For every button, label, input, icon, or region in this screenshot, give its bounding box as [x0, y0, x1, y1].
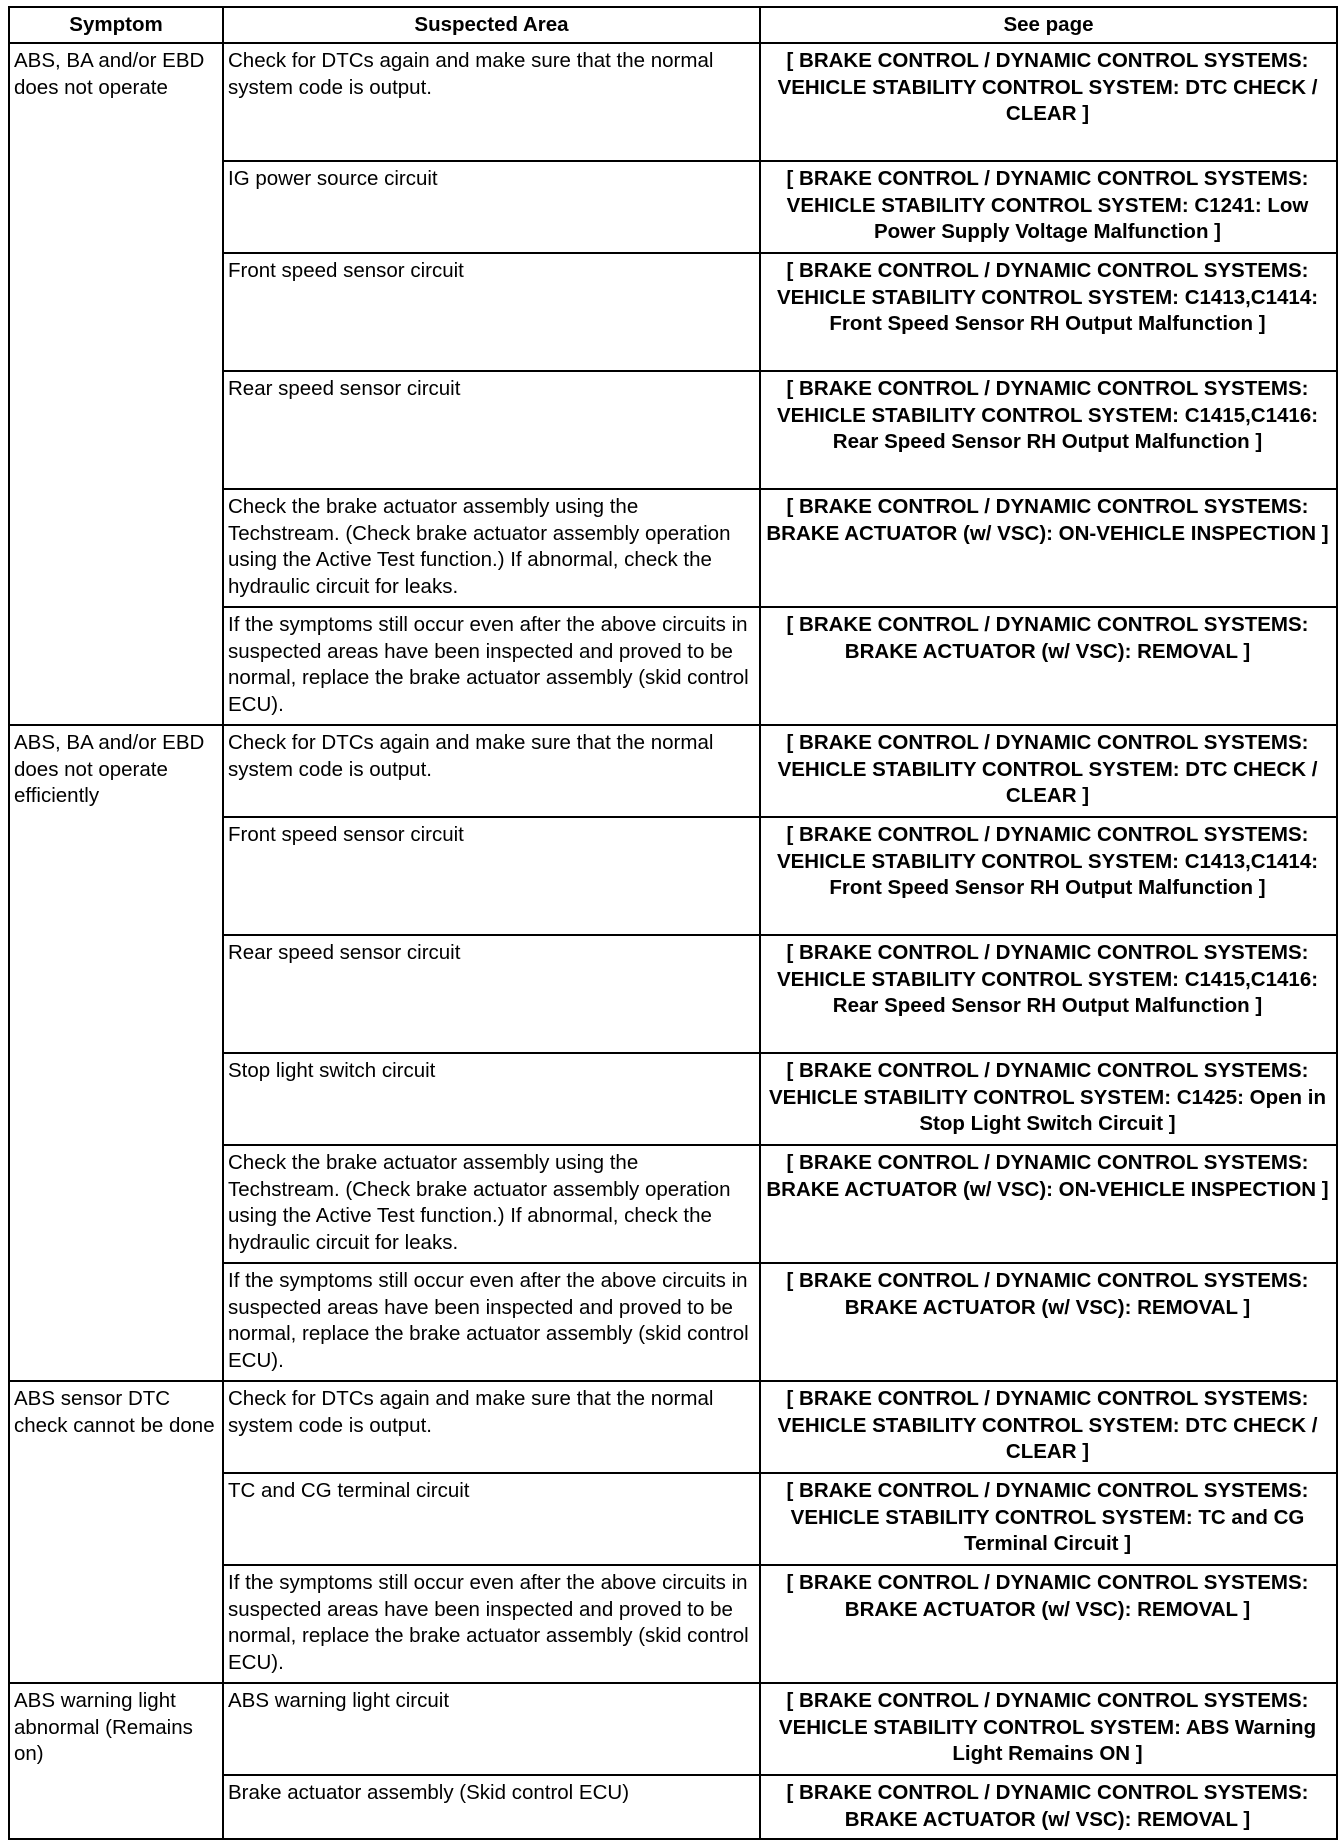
document-page [8, 6, 1336, 1840]
table-header-row [9, 7, 1337, 43]
suspected-area-cell: Rear speed sensor circuit [223, 371, 760, 489]
see-page-cell: [ BRAKE CONTROL / DYNAMIC CONTROL SYSTEMS: BRAKE ACTUATOR (w/ VSC): ON-VEHICLE INSPECTION ] [760, 1145, 1337, 1263]
suspected-area-cell: Check the brake actuator assembly using the Techstream. (Check brake actuator assembly operation using the Active Test function.) If abnormal, check the hydraulic circuit for leaks. [223, 489, 760, 607]
see-page-cell: [ BRAKE CONTROL / DYNAMIC CONTROL SYSTEMS: VEHICLE STABILITY CONTROL SYSTEM: TC and CG Terminal Circuit ] [760, 1473, 1337, 1565]
header-see-page: See page [760, 7, 1337, 43]
suspected-area-cell: IG power source circuit [223, 161, 760, 253]
see-page-cell: [ BRAKE CONTROL / DYNAMIC CONTROL SYSTEMS: VEHICLE STABILITY CONTROL SYSTEM: C1413,C1414: Front Speed Sensor RH Output Malfunction ] [760, 817, 1337, 935]
see-page-cell: [ BRAKE CONTROL / DYNAMIC CONTROL SYSTEMS: BRAKE ACTUATOR (w/ VSC): REMOVAL ] [760, 607, 1337, 725]
table-row [9, 1683, 1337, 1775]
symptom-cell: ABS warning light abnormal (Remains on) [9, 1683, 223, 1839]
header-suspected-area: Suspected Area [223, 7, 760, 43]
see-page-cell: [ BRAKE CONTROL / DYNAMIC CONTROL SYSTEMS: VEHICLE STABILITY CONTROL SYSTEM: C1415,C1416: Rear Speed Sensor RH Output Malfunction ] [760, 935, 1337, 1053]
symptom-cell: ABS, BA and/or EBD does not operate efficiently [9, 725, 223, 1381]
suspected-area-cell: ABS warning light circuit [223, 1683, 760, 1775]
suspected-area-cell: If the symptoms still occur even after the above circuits in suspected areas have been inspected and proved to be normal, replace the brake actuator assembly (skid control ECU). [223, 607, 760, 725]
see-page-cell: [ BRAKE CONTROL / DYNAMIC CONTROL SYSTEMS: BRAKE ACTUATOR (w/ VSC): REMOVAL ] [760, 1565, 1337, 1683]
suspected-area-cell: Check for DTCs again and make sure that the normal system code is output. [223, 43, 760, 161]
see-page-cell: [ BRAKE CONTROL / DYNAMIC CONTROL SYSTEMS: VEHICLE STABILITY CONTROL SYSTEM: DTC CHECK / CLEAR ] [760, 43, 1337, 161]
see-page-cell: [ BRAKE CONTROL / DYNAMIC CONTROL SYSTEMS: VEHICLE STABILITY CONTROL SYSTEM: ABS Warning Light Remains ON ] [760, 1683, 1337, 1775]
see-page-cell: [ BRAKE CONTROL / DYNAMIC CONTROL SYSTEMS: VEHICLE STABILITY CONTROL SYSTEM: DTC CHECK / CLEAR ] [760, 1381, 1337, 1473]
see-page-cell: [ BRAKE CONTROL / DYNAMIC CONTROL SYSTEMS: VEHICLE STABILITY CONTROL SYSTEM: C1241: Low Power Supply Voltage Malfunction ] [760, 161, 1337, 253]
suspected-area-cell: Front speed sensor circuit [223, 253, 760, 371]
suspected-area-cell: TC and CG terminal circuit [223, 1473, 760, 1565]
see-page-cell: [ BRAKE CONTROL / DYNAMIC CONTROL SYSTEMS: VEHICLE STABILITY CONTROL SYSTEM: C1413,C1414: Front Speed Sensor RH Output Malfunction ] [760, 253, 1337, 371]
symptom-cell: ABS, BA and/or EBD does not operate [9, 43, 223, 725]
table-row [9, 43, 1337, 161]
suspected-area-cell: Check for DTCs again and make sure that the normal system code is output. [223, 725, 760, 817]
see-page-cell: [ BRAKE CONTROL / DYNAMIC CONTROL SYSTEMS: VEHICLE STABILITY CONTROL SYSTEM: DTC CHECK / CLEAR ] [760, 725, 1337, 817]
see-page-cell: [ BRAKE CONTROL / DYNAMIC CONTROL SYSTEMS: VEHICLE STABILITY CONTROL SYSTEM: C1425: Open in Stop Light Switch Circuit ] [760, 1053, 1337, 1145]
suspected-area-cell: If the symptoms still occur even after the above circuits in suspected areas have been inspected and proved to be normal, replace the brake actuator assembly (skid control ECU). [223, 1565, 760, 1683]
header-symptom: Symptom [9, 7, 223, 43]
table-row [9, 725, 1337, 817]
suspected-area-cell: Check for DTCs again and make sure that the normal system code is output. [223, 1381, 760, 1473]
table-row [9, 1381, 1337, 1473]
suspected-area-cell: Check the brake actuator assembly using the Techstream. (Check brake actuator assembly operation using the Active Test function.) If abnormal, check the hydraulic circuit for leaks. [223, 1145, 760, 1263]
suspected-area-cell: Rear speed sensor circuit [223, 935, 760, 1053]
see-page-cell: [ BRAKE CONTROL / DYNAMIC CONTROL SYSTEMS: BRAKE ACTUATOR (w/ VSC): REMOVAL ] [760, 1775, 1337, 1839]
suspected-area-cell: If the symptoms still occur even after the above circuits in suspected areas have been inspected and proved to be normal, replace the brake actuator assembly (skid control ECU). [223, 1263, 760, 1381]
see-page-cell: [ BRAKE CONTROL / DYNAMIC CONTROL SYSTEMS: BRAKE ACTUATOR (w/ VSC): REMOVAL ] [760, 1263, 1337, 1381]
suspected-area-cell: Stop light switch circuit [223, 1053, 760, 1145]
suspected-area-cell: Brake actuator assembly (Skid control ECU) [223, 1775, 760, 1839]
suspected-area-cell: Front speed sensor circuit [223, 817, 760, 935]
symptom-cell: ABS sensor DTC check cannot be done [9, 1381, 223, 1683]
see-page-cell: [ BRAKE CONTROL / DYNAMIC CONTROL SYSTEMS: BRAKE ACTUATOR (w/ VSC): ON-VEHICLE INSPECTION ] [760, 489, 1337, 607]
problem-symptoms-table [8, 6, 1338, 1840]
see-page-cell: [ BRAKE CONTROL / DYNAMIC CONTROL SYSTEMS: VEHICLE STABILITY CONTROL SYSTEM: C1415,C1416: Rear Speed Sensor RH Output Malfunction ] [760, 371, 1337, 489]
